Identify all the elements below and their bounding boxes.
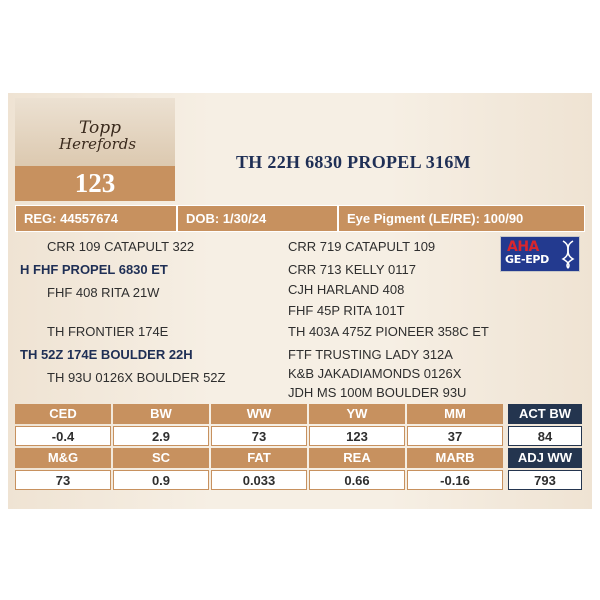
lot-badge: [15, 98, 175, 201]
epd-value-rea: 0.66: [309, 470, 405, 490]
pedigree-ancestor: CJH HARLAND 408: [288, 282, 405, 297]
epd-header-rea: REA: [309, 448, 405, 468]
logo-line2: Herefords: [59, 135, 137, 153]
dna-helix-icon: [561, 239, 575, 269]
lot-number: 123: [74, 168, 116, 198]
pedigree-ancestor: CRR 719 CATAPULT 109: [288, 239, 436, 254]
info-divider: [176, 206, 178, 231]
epd-header-fat: FAT: [211, 448, 307, 468]
eye-pigment: Eye Pigment (LE/RE): 100/90: [347, 211, 524, 226]
epd-value-ww: 73: [211, 426, 307, 446]
info-divider: [337, 206, 339, 231]
pedigree-dam: TH 52Z 174E BOULDER 22H: [20, 347, 193, 362]
pedigree-ancestor: CRR 713 KELLY 0117: [288, 262, 416, 277]
pedigree-sire-sire: CRR 109 CATAPULT 322: [47, 239, 195, 254]
info-bar: [15, 205, 585, 232]
epd-value-mg: 73: [15, 470, 111, 490]
epd-header-marb: MARB: [407, 448, 503, 468]
epd-header-sc: SC: [113, 448, 209, 468]
epd-value-mm: 37: [407, 426, 503, 446]
epd-value-sc: 0.9: [113, 470, 209, 490]
topp-herefords-logo: [59, 118, 139, 158]
adjusted-ww-label: ADJ WW: [508, 448, 582, 468]
badge-top: AHA: [507, 239, 539, 255]
pedigree-dam-dam: TH 93U 0126X BOULDER 52Z: [47, 370, 226, 385]
adjusted-ww-value: 793: [508, 470, 582, 490]
epd-header-bw: BW: [113, 404, 209, 424]
pedigree-ancestor: FTF TRUSTING LADY 312A: [288, 347, 453, 362]
aha-ge-epd-logo: [500, 236, 580, 272]
pedigree-sire: H FHF PROPEL 6830 ET: [20, 262, 168, 277]
epd-table: [15, 404, 505, 488]
badge-bottom: GE-EPD: [505, 253, 550, 266]
animal-name: TH 22H 6830 PROPEL 316M: [236, 152, 471, 172]
epd-header-mm: MM: [407, 404, 503, 424]
epd-header-yw: YW: [309, 404, 405, 424]
actual-bw-label: ACT BW: [508, 404, 582, 424]
date-of-birth: DOB: 1/30/24: [186, 211, 267, 226]
logo-line1: Topp: [79, 118, 122, 138]
actual-bw-value: 84: [508, 426, 582, 446]
pedigree-ancestor: FHF 45P RITA 101T: [288, 303, 405, 318]
pedigree-dam-sire: TH FRONTIER 174E: [47, 324, 169, 339]
pedigree-ancestor: K&B JAKADIAMONDS 0126X: [288, 366, 462, 381]
logo-panel: [15, 98, 175, 166]
pedigree-sire-dam: FHF 408 RITA 21W: [47, 285, 160, 300]
epd-value-marb: -0.16: [407, 470, 503, 490]
pedigree-ancestor: TH 403A 475Z PIONEER 358C ET: [288, 324, 489, 339]
epd-value-bw: 2.9: [113, 426, 209, 446]
epd-value-fat: 0.033: [211, 470, 307, 490]
epd-value-ced: -0.4: [15, 426, 111, 446]
epd-value-yw: 123: [309, 426, 405, 446]
pedigree-ancestor: JDH MS 100M BOULDER 93U: [288, 385, 467, 400]
epd-header-ced: CED: [15, 404, 111, 424]
epd-header-ww: WW: [211, 404, 307, 424]
registration-number: REG: 44557674: [24, 211, 118, 226]
epd-header-mg: M&G: [15, 448, 111, 468]
